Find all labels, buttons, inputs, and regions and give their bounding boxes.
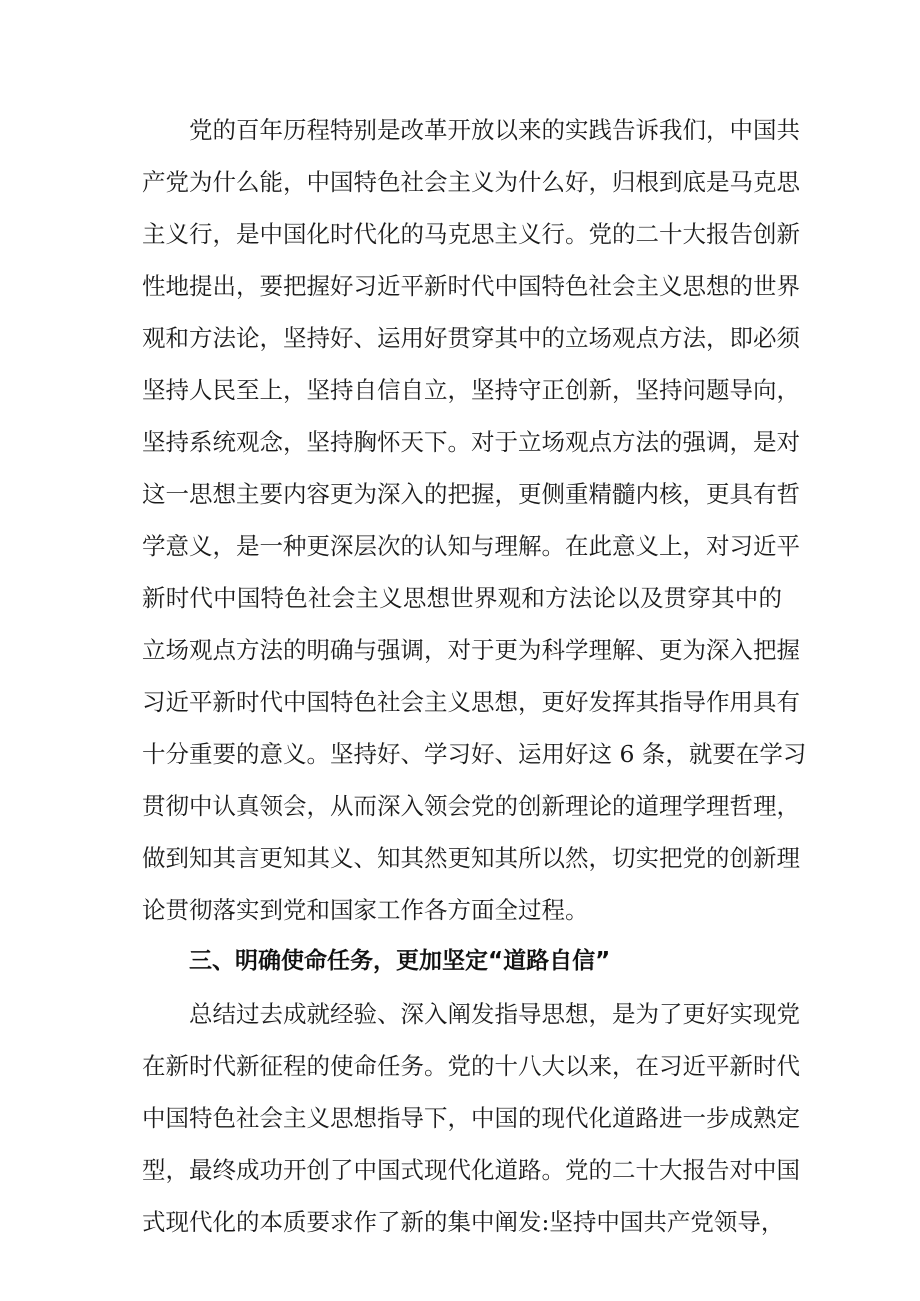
- text-line: 中国特色社会主义思想指导下，中国的现代化道路进一步成熟定: [142, 1104, 800, 1132]
- text-line: 学意义，是一种更深层次的认知与理解。在此意义上，对习近平: [142, 532, 800, 560]
- text-line: 型，最终成功开创了中国式现代化道路。党的二十大报告对中国: [142, 1156, 800, 1184]
- text-line: 新时代中国特色社会主义思想世界观和方法论以及贯穿其中的: [142, 584, 782, 612]
- text-line: 在新时代新征程的使命任务。党的十八大以来，在习近平新时代: [142, 1052, 800, 1080]
- text-line: 主义行，是中国化时代化的马克思主义行。党的二十大报告创新: [142, 220, 800, 248]
- text-line: 观和方法论，坚持好、运用好贯穿其中的立场观点方法，即必须: [142, 324, 800, 352]
- text-line: 总结过去成就经验、深入阐发指导思想，是为了更好实现党: [189, 1000, 800, 1028]
- text-line: 式现代化的本质要求作了新的集中阐发:坚持中国共产党领导，: [142, 1208, 785, 1236]
- text-line: 产党为什么能，中国特色社会主义为什么好，归根到底是马克思: [142, 168, 800, 196]
- text-line: 坚持人民至上，坚持自信自立，坚持守正创新，坚持问题导向，: [142, 376, 800, 404]
- text-line: 性地提出，要把握好习近平新时代中国特色社会主义思想的世界: [142, 272, 800, 300]
- text-line: 党的百年历程特别是改革开放以来的实践告诉我们，中国共: [189, 116, 800, 144]
- section-heading: 三、明确使命任务，更加坚定“道路自信”: [189, 948, 611, 974]
- text-line: 坚持系统观念，坚持胸怀天下。对于立场观点方法的强调，是对: [142, 428, 800, 456]
- text-line: 论贯彻落实到党和国家工作各方面全过程。: [142, 896, 589, 924]
- text-line: 立场观点方法的明确与强调，对于更为科学理解、更为深入把握: [142, 636, 800, 664]
- text-line: 做到知其言更知其义、知其然更知其所以然，切实把党的创新理: [142, 844, 800, 872]
- text-line: 贯彻中认真领会，从而深入领会党的创新理论的道理学理哲理，: [142, 792, 800, 820]
- text-line: 十分重要的意义。坚持好、学习好、运用好这 6 条，就要在学习: [142, 740, 807, 768]
- text-line: 这一思想主要内容更为深入的把握，更侧重精髓内核，更具有哲: [142, 480, 800, 508]
- text-line: 习近平新时代中国特色社会主义思想，更好发挥其指导作用具有: [142, 688, 800, 716]
